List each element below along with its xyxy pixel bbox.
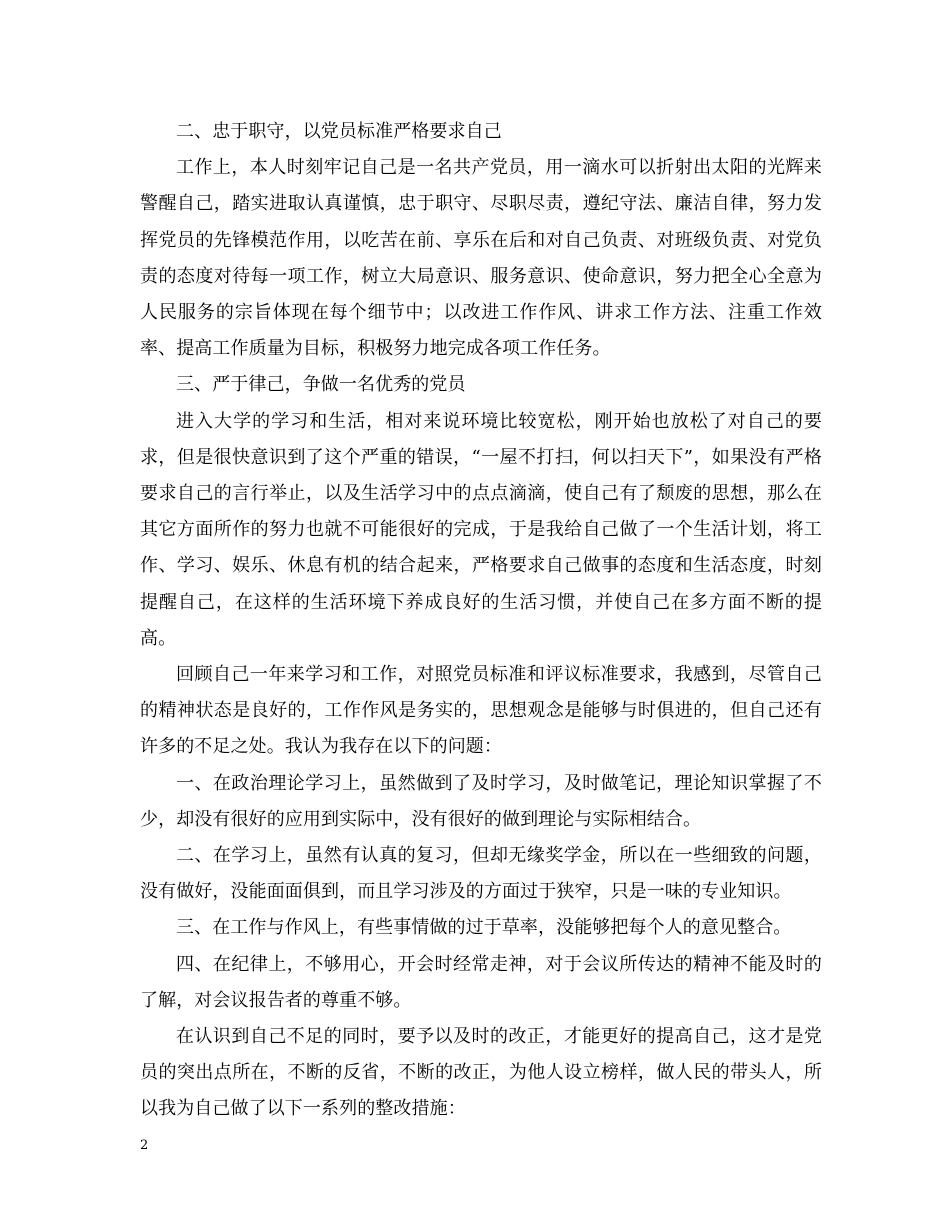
paragraph-rectification: 在认识到自己不足的同时，要予以及时的改正，才能更好的提高自己，这才是党员的突出点所在，不断的反省，不断的改正，为他人设立榜样，做人民的带头人，所以我为自己做了以下一系列的整改措施： xyxy=(140,1026,822,1120)
document-body xyxy=(140,114,822,1128)
problem-item-study: 二、在学习上，虽然有认真的复习，但却无缘奖学金，所以在一些细致的问题，没有做好，没能面面俱到，而且学习涉及的方面过于狭窄，只是一味的专业知识。 xyxy=(140,845,822,903)
paragraph-university-life: 进入大学的学习和生活，相对来说环境比较宽松，刚开始也放松了对自己的要求，但是很快意识到了这个严重的错误，“一屋不打扫，何以扫天下”，如果没有严格要求自己的言行举止，以及生活学习中的点点滴滴，使自己有了颓废的思想，那么在其它方面所作的努力也就不可能很好的完成，于是我给自己做了一个生活计划，将工作、学习、娱乐、休息有机的结合起来，严格要求自己做事的态度和生活态度，时刻提醒自己，在这样的生活环境下养成良好的生活习惯，并使自己在多方面不断的提高。 xyxy=(140,410,822,649)
problem-item-theory: 一、在政治理论学习上，虽然做到了及时学习，及时做笔记，理论知识掌握了不少，却没有很好的应用到实际中，没有很好的做到理论与实际相结合。 xyxy=(140,772,822,830)
paragraph-work-attitude: 工作上，本人时刻牢记自己是一名共产党员，用一滴水可以折射出太阳的光辉来警醒自己，踏实进取认真谨慎，忠于职守、尽职尽责，遵纪守法、廉洁自律，努力发挥党员的先锋模范作用，以吃苦在前、享乐在后和对自己负责、对班级负责、对党负责的态度对待每一项工作，树立大局意识、服务意识、使命意识，努力把全心全意为人民服务的宗旨体现在每个细节中；以改进工作作风、讲求工作方法、注重工作效率、提高工作质量为目标，积极努力地完成各项工作任务。 xyxy=(140,157,822,360)
problem-item-discipline: 四、在纪律上，不够用心，开会时经常走神，对于会议所传达的精神不能及时的了解，对会议报告者的尊重不够。 xyxy=(140,953,822,1011)
page-number: 2 xyxy=(140,1138,149,1153)
section-heading-loyalty: 二、忠于职守，以党员标准严格要求自己 xyxy=(176,121,502,142)
section-heading-self-discipline: 三、严于律己，争做一名优秀的党员 xyxy=(176,374,466,396)
paragraph-review: 回顾自己一年来学习和工作，对照党员标准和评议标准要求，我感到，尽管自己的精神状态是良好的，工作作风是务实的，思想观念是能够与时俱进的，但自己还有许多的不足之处。我认为我存在以下的问题： xyxy=(140,664,822,758)
problem-item-work-style: 三、在工作与作风上，有些事情做的过于草率，没能够把每个人的意见整合。 xyxy=(176,917,792,939)
